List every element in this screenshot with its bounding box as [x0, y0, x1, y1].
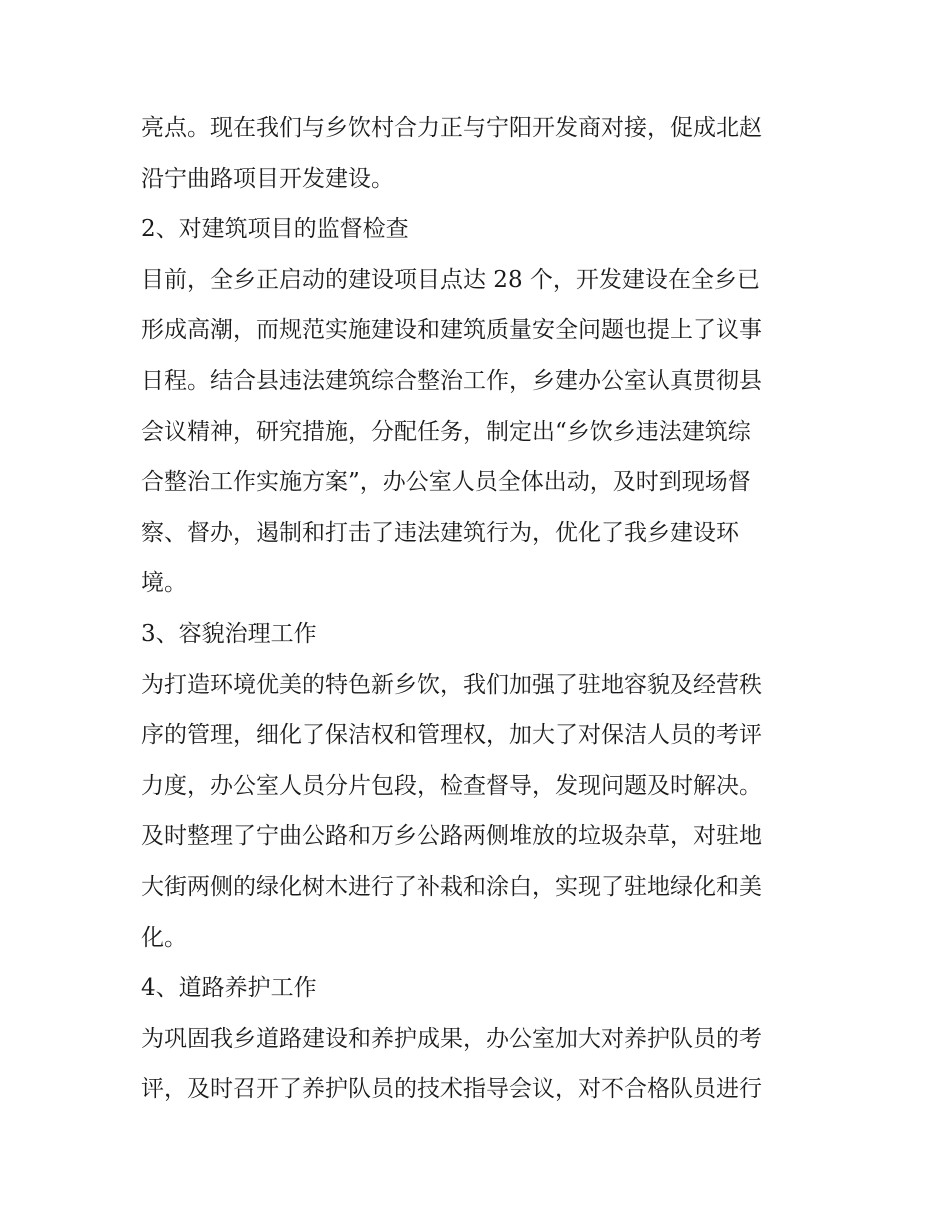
paragraph-line: 会议精神，研究措施，分配任务，制定出“乡饮乡违法建筑综 — [141, 418, 751, 445]
paragraph-line: 评，及时召开了养护队员的技术指导会议，对不合格队员进行 — [141, 1076, 762, 1103]
paragraph-line: 沿宁曲路项目开发建设。 — [141, 165, 394, 192]
paragraph-line: 序的管理，细化了保洁权和管理权，加大了对保洁人员的考评 — [141, 722, 762, 749]
paragraph-line: 境。 — [141, 570, 187, 597]
paragraph-line: 大街两侧的绿化树木进行了补栽和涂白，实现了驻地绿化和美 — [141, 873, 762, 900]
paragraph-line: 为巩固我乡道路建设和养护成果，办公室加大对养护队员的考 — [141, 1025, 762, 1052]
section-heading: 3、容貌治理工作 — [141, 620, 317, 647]
paragraph-line: 化。 — [141, 924, 187, 951]
section-heading: 2、对建筑项目的监督检查 — [141, 216, 409, 243]
paragraph-line: 日程。结合县违法建筑综合整治工作，乡建办公室认真贯彻县 — [141, 367, 762, 394]
paragraph-line: 为打造环境优美的特色新乡饮，我们加强了驻地容貌及经营秩 — [141, 671, 762, 698]
paragraph-line: 目前，全乡正启动的建设项目点达 28 个，开发建设在全乡已 — [141, 266, 760, 293]
paragraph-line: 合整治工作实施方案”，办公室人员全体出动，及时到现场督 — [141, 469, 751, 496]
paragraph-line: 亮点。现在我们与乡饮村合力正与宁阳开发商对接，促成北赵 — [141, 115, 762, 141]
paragraph-line: 力度，办公室人员分片包段，检查督导，发现问题及时解决。 — [141, 772, 762, 799]
section-heading: 4、道路养护工作 — [141, 975, 317, 1002]
paragraph-line: 及时整理了宁曲公路和万乡公路两侧堆放的垃圾杂草，对驻地 — [141, 823, 762, 850]
document-body — [141, 103, 821, 1115]
paragraph-line: 形成高潮，而规范实施建设和建筑质量安全问题也提上了议事 — [141, 317, 762, 344]
paragraph-line: 察、督办，遏制和打击了违法建筑行为，优化了我乡建设环 — [141, 519, 739, 546]
